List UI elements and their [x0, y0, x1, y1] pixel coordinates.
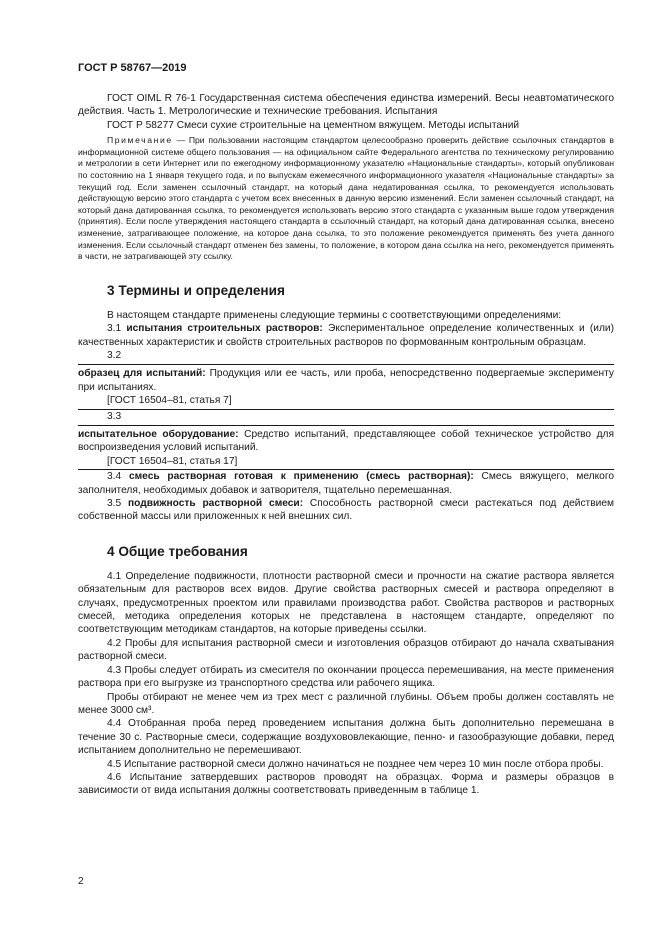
term-3-1-title: испытания строительных растворов:	[126, 323, 323, 335]
section-4-heading: 4 Общие требования	[107, 543, 248, 559]
term-3-3	[78, 428, 614, 455]
term-3-1	[78, 322, 614, 349]
term-3-3-box	[78, 425, 614, 470]
term-3-1-definition: Экспериментальное определение количественных и (или) качественных характеристик и свойств строительных растворов по формованным контрольным образцам.	[78, 323, 614, 348]
term-3-3-title: испытательное оборудование:	[78, 429, 239, 440]
term-3-3-number: 3.3	[107, 410, 122, 422]
term-3-4-title: смесь растворная готовая к применению (смесь растворная):	[128, 471, 474, 483]
document-body	[78, 92, 614, 798]
reference-oiml: ГОСТ OIML R 76-1 Государственная система обеспечения единства измерений. Весы неавтоматического действия. Часть 1. Метрологические и технические требования. Испытания	[78, 93, 614, 118]
note-paragraph	[78, 135, 614, 263]
clause-4-6: 4.6 Испытание затвердевших растворов проводят на образцах. Форма и размеры образцов в зависимости от вида испытания должны соответствовать приведенным в таблице 1.	[78, 771, 614, 797]
term-3-4	[78, 470, 614, 497]
clause-4-3-continued: Пробы отбирают не менее чем из трех мест с различной глубины. Объем пробы должен составлять не менее 3000 см³.	[78, 691, 614, 716]
term-3-1-number: 3.1	[107, 323, 127, 335]
clause-4-2: 4.2 Пробы для испытания растворной смеси и изготовления образцов отбирают до начала схватывания растворной смеси.	[78, 637, 614, 663]
term-3-5-number: 3.5	[107, 498, 128, 510]
term-3-3-definition: Средство испытаний, представляющее собой техническое устройство для воспроизведения условий испытаний.	[78, 429, 614, 454]
term-3-5-title: подвижность растворной смеси:	[128, 498, 304, 510]
term-3-2	[78, 367, 614, 394]
note-label: Примечание	[107, 135, 173, 146]
document-header-code: ГОСТ Р 58767—2019	[78, 62, 187, 74]
term-3-2-definition: Продукция или ее часть, или проба, непосредственно подвергаемые эксперименту при испытаниях.	[78, 368, 614, 393]
term-3-5-definition: Способность растворной смеси растекаться под действием собственной массы или приложенных к ней внешних сил.	[78, 498, 614, 523]
clause-4-5: 4.5 Испытание растворной смеси должно начинаться не позднее чем через 10 мин после отбора пробы.	[107, 758, 604, 770]
term-3-2-source: [ГОСТ 16504–81, статья 7]	[107, 395, 232, 407]
section-3-heading: 3 Термины и определения	[107, 282, 285, 298]
term-3-4-number: 3.4	[107, 471, 129, 483]
note-text: — При пользовании настоящим стандартом целесообразно проверить действие ссылочных стандартов в информационной системе общего пользования — на официальном сайте Федерального агентства по техническому регулированию и метрологии в сети Интернет или по ежегодному информационному указателю «Национальные стандарты», который опубликован по состоянию на 1 января текущего года, и по выпускам ежемесячного информационного указателя «Национальные стандарты» за текущий год. Если заменен ссылочный стандарт, на который дана недатированная ссылка, то рекомендуется использовать действующую версию этого стандарта с учетом всех внесенных в данную версию изменений. Если заменен ссылочный стандарт, на который дана датированная ссылка, то рекомендуется использовать версию этого стандарта с указанным выше годом утверждения (принятия). Если после утверждения настоящего стандарта в ссылочный стандарт, на который дана датированная ссылка, внесено изменение, затрагивающее положение, на которое дана ссылка, то это положение рекомендуется применять без учета данного изменения. Если ссылочный стандарт отменен без замены, то положение, в котором дана ссылка на него, рекомендуется применять в части, не затрагивающей эту ссылку.	[78, 135, 614, 262]
page-number: 2	[78, 876, 84, 887]
term-3-2-title: образец для испытаний:	[78, 368, 206, 380]
clause-4-3: 4.3 Пробы следует отбирать из смесителя по окончании процесса перемешивания, на месте применения раствора при его выгрузке из транспортного средства или рабочего ящика.	[78, 664, 614, 690]
term-3-5	[78, 497, 614, 524]
clause-4-4: 4.4 Отобранная проба перед проведением испытания должна быть дополнительно перемешана в течение 30 с. Растворные смеси, содержащие воздухововлекающие, пенно- и газообразующие добавки, перед испытанием дополнительно не перемешивают.	[78, 718, 614, 757]
section-3-intro: В настоящем стандарте применены следующие термины с соответствующими определениями:	[107, 309, 562, 321]
clause-4-1: 4.1 Определение подвижности, плотности растворной смеси и прочности на сжатие раствора является обязательным для растворов всех видов. Другие свойства растворных смесей и раствора определяют в случаях, предусмотренных проектом или правилами производства работ. Свойства растворов и растворных смесей, методика определения которых не представлена в настоящем стандарте, определяют по соответствующим методикам стандартов, на которые приведены ссылки.	[78, 570, 614, 636]
term-3-3-source: [ГОСТ 16504–81, статья 17]	[107, 455, 238, 467]
term-3-2-box	[78, 364, 614, 409]
term-3-4-definition: Смесь вяжущего, мелкого заполнителя, необходимых добавок и затворителя, тщательно перемешанная.	[78, 471, 615, 496]
reference-gost-58277: ГОСТ Р 58277 Смеси сухие строительные на цементном вяжущем. Методы испытаний	[107, 119, 520, 131]
term-3-2-number: 3.2	[107, 349, 122, 361]
